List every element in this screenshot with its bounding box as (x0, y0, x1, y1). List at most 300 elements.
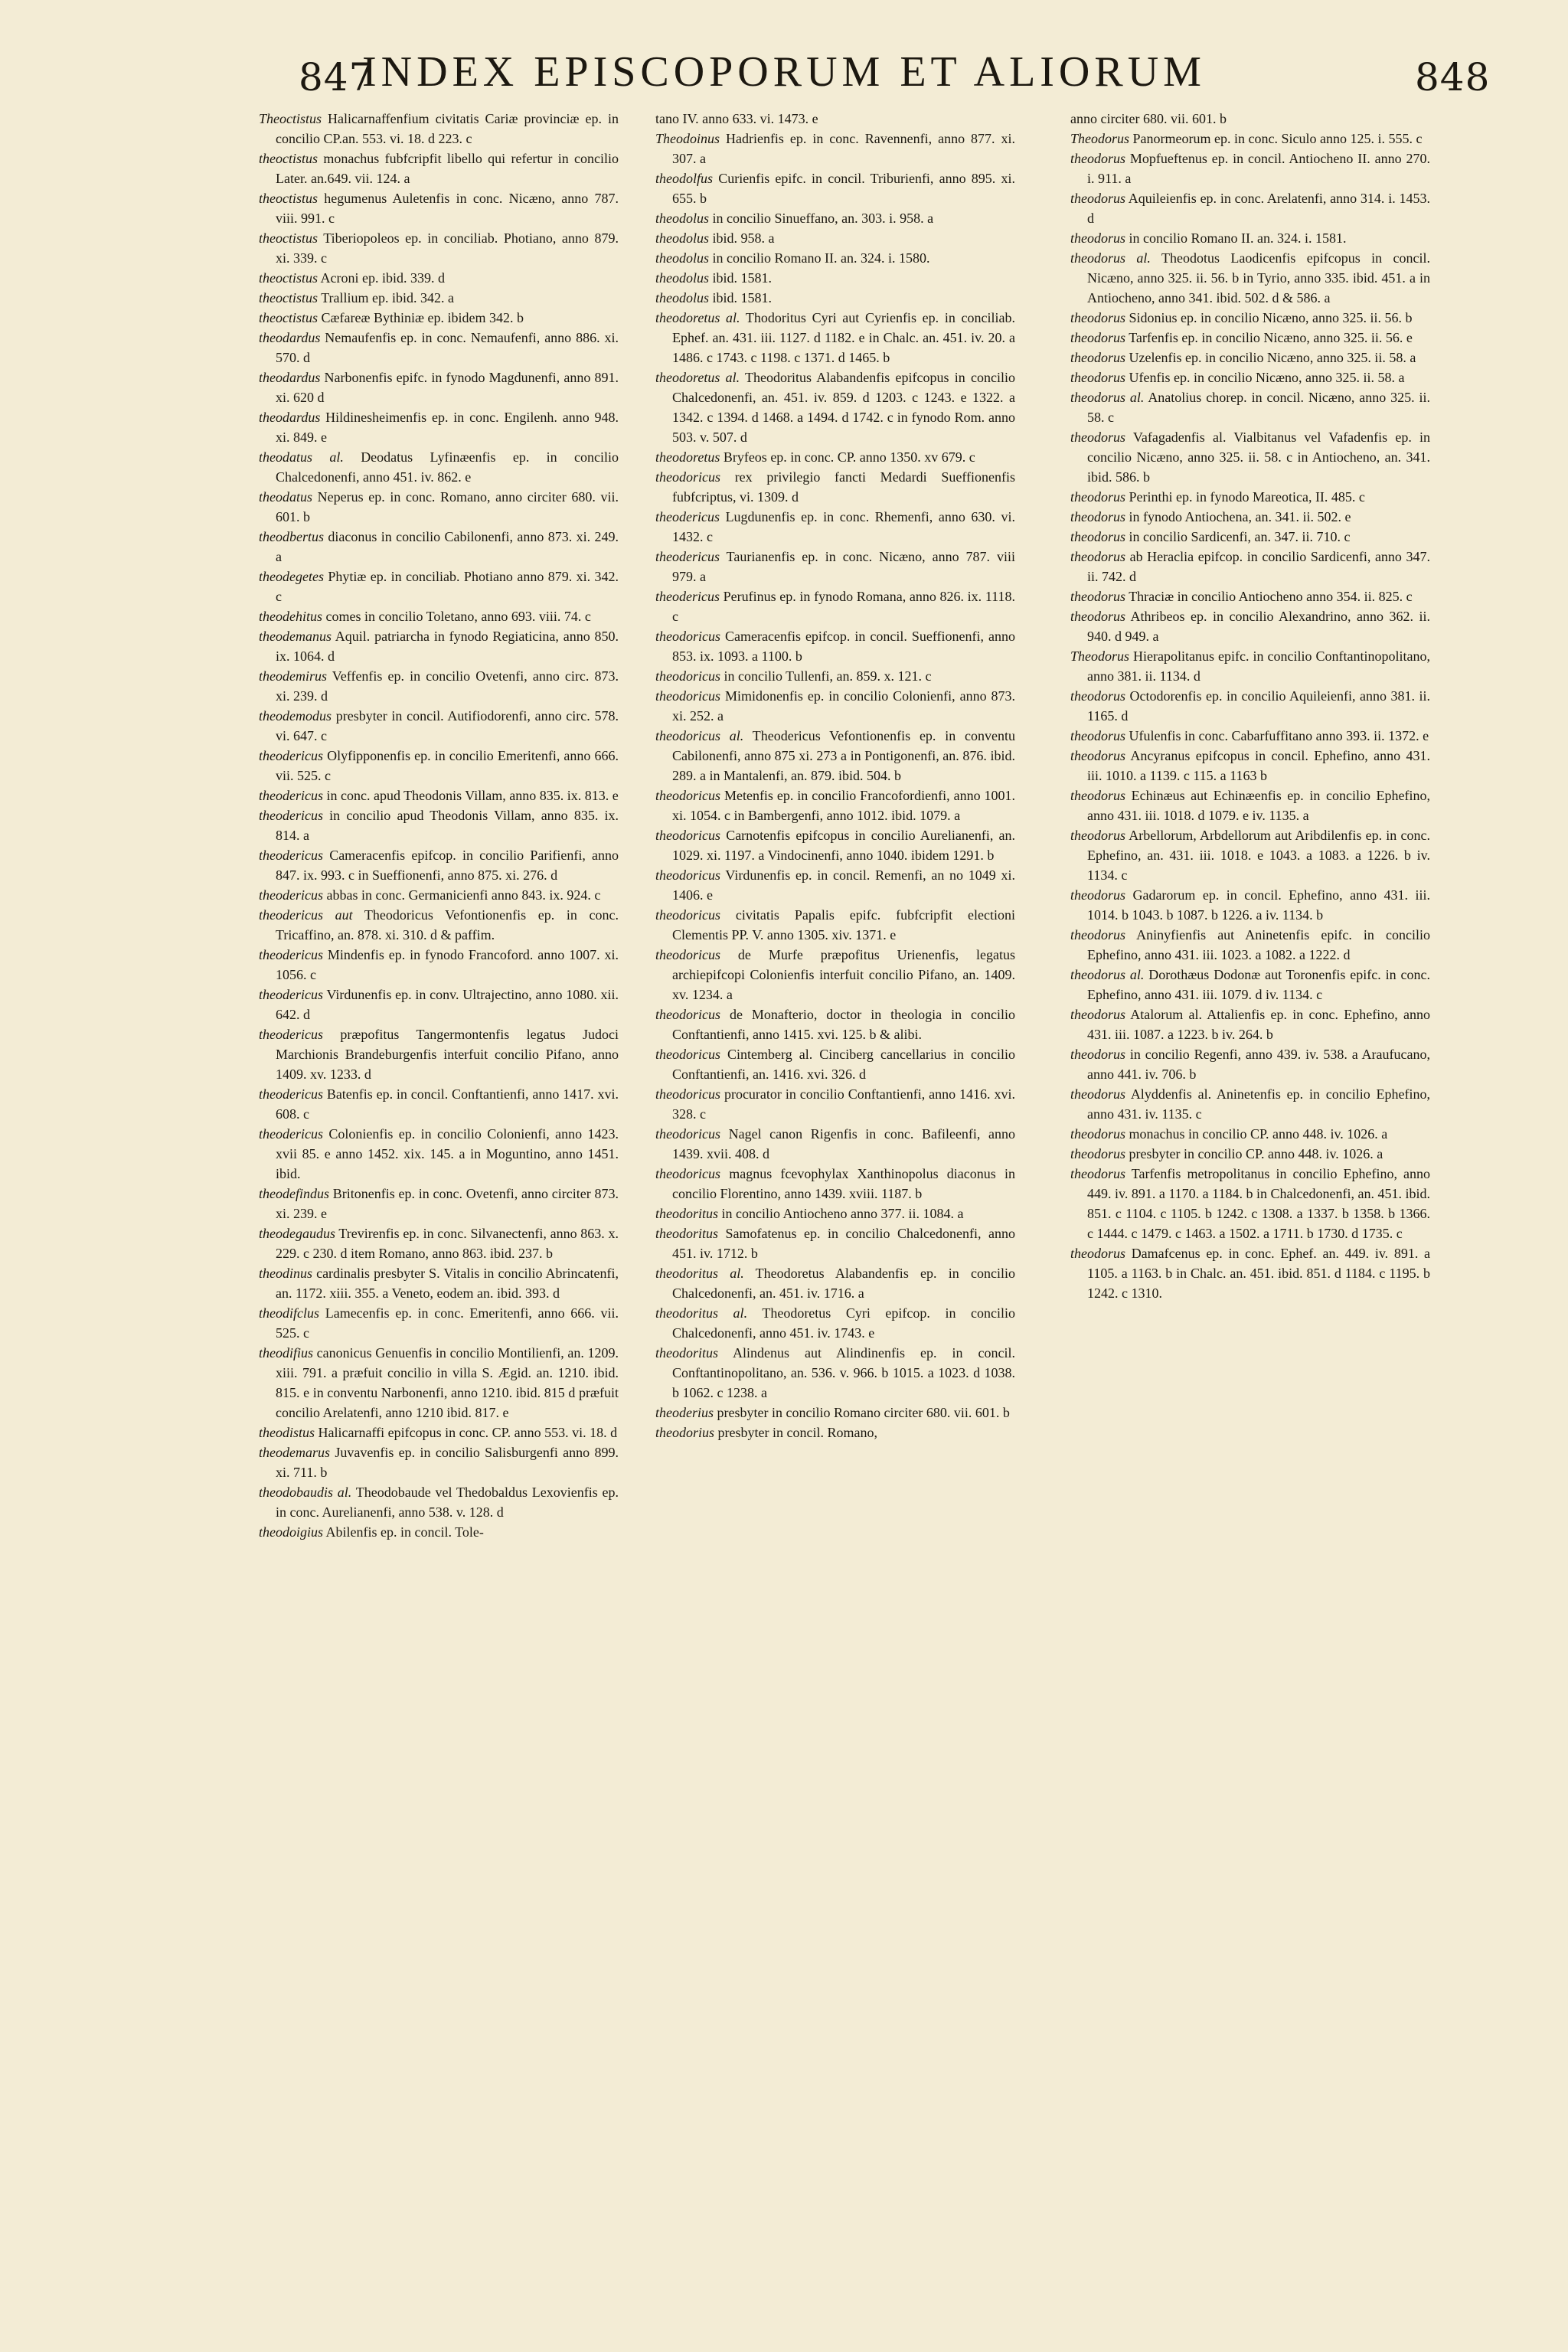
index-entry (259, 1442, 619, 1482)
entry-headword: theodorus (1070, 728, 1125, 743)
entry-text: Tarfenfis metropolitanus in concilio Ephefino, anno 449. iv. 891. a 1170. a 1184. b in Chalcedonenfi, an. 451. ibid. 851. c 1104. c 1105. b 1242. c 1308. a 1337. b 1358. b 1366. c 1444. c 1479. c 1463. a 1502. a 1711. b 1730. d 1735. c (1087, 1166, 1431, 1241)
entry-text: in conc. apud Theodonis Villam, anno 835. ix. 813. e (326, 788, 619, 803)
index-entry (1070, 586, 1430, 606)
index-entry (1070, 825, 1430, 885)
index-entry (655, 1164, 1015, 1204)
entry-headword: theodericus (259, 1126, 323, 1142)
index-column-1 (259, 109, 619, 1542)
index-entry (259, 1124, 619, 1184)
entry-headword: theoderius (655, 1405, 714, 1420)
entry-text: ibid. 1581. (712, 290, 773, 305)
entry-headword: theodoritus (655, 1345, 719, 1361)
index-entry (259, 1423, 619, 1442)
entry-headword: theoctistus (259, 191, 318, 206)
entry-text: Thraciæ in concilio Antiocheno anno 354. ii. 825. c (1129, 589, 1413, 604)
entry-text: de Monafterio, doctor in theologia in concilio Conftantienfi, anno 1415. xvi. 125. b & alibi. (672, 1007, 1016, 1042)
entry-text: Bryfeos ep. in conc. CP. anno 1350. xv 679. c (723, 449, 975, 465)
entry-headword: theoctistus (259, 270, 318, 286)
entry-text: ibid. 1581. (712, 270, 773, 286)
entry-headword: theodorus (1070, 589, 1125, 604)
entry-text: in concilio Sinueffano, an. 303. i. 958. a (712, 211, 934, 226)
entry-headword: theodoricus (655, 1166, 720, 1181)
entry-headword: theodemarus (259, 1445, 330, 1460)
index-entry (1070, 228, 1430, 248)
index-entry (259, 567, 619, 606)
entry-headword: theodorus (1070, 1126, 1125, 1142)
index-entry (259, 706, 619, 746)
entry-headword: theodorus (1070, 1007, 1125, 1022)
entry-text: Tiberiopoleos ep. in conciliab. Photiano, anno 879. xi. 339. c (276, 230, 619, 266)
index-entry (1070, 129, 1430, 149)
entry-text: Uzelenfis ep. in concilio Nicæno, anno 325. ii. 58. a (1129, 350, 1416, 365)
entry-text: monachus in concilio CP. anno 448. iv. 1026. a (1129, 1126, 1388, 1142)
index-entry (655, 1263, 1015, 1303)
entry-headword: theodoricus al. (655, 728, 744, 743)
index-entry (655, 1223, 1015, 1263)
index-entry (655, 447, 1015, 467)
entry-text: Carnotenfis epifcopus in concilio Aurelianenfi, an. 1029. xi. 1197. a Vindocinenfi, anno 1040. ibidem 1291. b (672, 828, 1015, 863)
entry-text: in concilio Romano II. an. 324. i. 1581. (1129, 230, 1347, 246)
entry-headword: theoctistus (259, 310, 318, 325)
index-entry (1070, 1044, 1430, 1084)
entry-text: Theodoretus Cyri epifcop. in concilio Chalcedonenfi, anno 451. iv. 1743. e (672, 1305, 1015, 1341)
entry-text: Virdunenfis ep. in concil. Remenfi, an no 1049 xi. 1406. e (672, 867, 1015, 903)
index-entry (1070, 606, 1430, 646)
index-entry (259, 288, 619, 308)
entry-headword: theodardus (259, 410, 321, 425)
index-column-3 (1070, 109, 1430, 1303)
entry-text: hegumenus Auletenfis in conc. Nicæno, anno 787. viii. 991. c (276, 191, 619, 226)
entry-headword: theodorus al. (1070, 967, 1145, 982)
entry-headword: theodatus (259, 489, 312, 505)
index-entry (1070, 746, 1430, 786)
entry-headword: theodorus (1070, 370, 1125, 385)
index-entry (655, 109, 1015, 129)
entry-text: Sidonius ep. in concilio Nicæno, anno 325. ii. 56. b (1129, 310, 1413, 325)
index-entry (1070, 188, 1430, 228)
entry-text: in concilio Tullenfi, an. 859. x. 121. c (724, 668, 932, 684)
entry-headword: theodoritus (655, 1206, 719, 1221)
entry-headword: theodericus (655, 549, 720, 564)
entry-text: Theodotus Laodicenfis epifcopus in concil. Nicæno, anno 325. ii. 56. b in Tyrio, anno 335. ibid. 451. a in Antiocheno, anno 341. ibid. 502. d & 586. a (1087, 250, 1430, 305)
entry-text: in concilio Regenfi, anno 439. iv. 538. a Araufucano, anno 441. iv. 706. b (1087, 1047, 1431, 1082)
entry-text: Perinthi ep. in fynodo Mareotica, II. 485. c (1129, 489, 1365, 505)
index-entry (259, 845, 619, 885)
entry-text: presbyter in concilio CP. anno 448. iv. 1026. a (1129, 1146, 1383, 1161)
index-entry (259, 1024, 619, 1084)
entry-text: Aquileienfis ep. in conc. Arelatenfi, anno 314. i. 1453. d (1087, 191, 1430, 226)
entry-text: Nemaufenfis ep. in conc. Nemaufenfi, anno 886. xi. 570. d (276, 330, 619, 365)
index-entry (1070, 965, 1430, 1004)
entry-text: Samofatenus ep. in concilio Chalcedonenfi, anno 451. iv. 1712. b (672, 1226, 1015, 1261)
entry-headword: theodorus (1070, 489, 1125, 505)
entry-headword: theodorus (1070, 151, 1125, 166)
entry-headword: theodericus aut (259, 907, 353, 923)
entry-headword: theodorus al. (1070, 390, 1145, 405)
entry-text: canonicus Genuenfis in concilio Montilienfi, an. 1209. xiii. 791. a præfuit concilio in villa S. Ægid. an. 1210. ibid. 815. e in conventu Narbonenfi, anno 1210. ibid. 815 d præfuit concilio Arelatenfi, anno 1210 ibid. 817. e (276, 1345, 619, 1420)
entry-headword: theodorus (1070, 748, 1125, 763)
entry-headword: theodemanus (259, 629, 332, 644)
entry-text: Cintemberg al. Cinciberg cancellarius in concilio Conftantienfi, an. 1416. xvi. 326. d (672, 1047, 1016, 1082)
entry-text: Cameracenfis epifcop. in concilio Parifienfi, anno 847. ix. 993. c in Sueffionenfi, anno 875. xi. 276. d (276, 848, 619, 883)
index-entry (655, 248, 1015, 268)
entry-headword: theodericus (655, 509, 720, 524)
entry-text: Halicarnaffi epifcopus in conc. CP. anno 553. vi. 18. d (318, 1425, 618, 1440)
index-entry (655, 368, 1015, 447)
entry-text: Vafagadenfis al. Vialbitanus vel Vafadenfis ep. in concilio Nicæno, anno 325. ii. 58. c in Antiocheno, an. 341. ibid. 586. b (1087, 430, 1430, 485)
entry-headword: theodolus (655, 250, 709, 266)
entry-headword: theodolus (655, 290, 709, 305)
entry-headword: theodorus (1070, 609, 1125, 624)
entry-headword: theodoricus (655, 1126, 720, 1142)
entry-headword: theodorus (1070, 549, 1125, 564)
entry-text: ab Heraclia epifcop. in concilio Sardicenfi, anno 347. ii. 742. d (1087, 549, 1431, 584)
entry-headword: theodoricus (655, 469, 720, 485)
index-entry (1070, 308, 1430, 328)
index-entry (259, 1303, 619, 1343)
index-entry (259, 368, 619, 407)
index-entry (655, 666, 1015, 686)
index-entry (259, 1084, 619, 1124)
entry-text: Narbonenfis epifc. in fynodo Magdunenfi, anno 891. xi. 620 d (276, 370, 619, 405)
entry-headword: theodorus (1070, 350, 1125, 365)
entry-text: anno circiter 680. vii. 601. b (1070, 111, 1227, 126)
index-entry (1070, 348, 1430, 368)
entry-headword: theoctistus (259, 230, 318, 246)
entry-text: Phytiæ ep. in conciliab. Photiano anno 879. xi. 342. c (276, 569, 619, 604)
index-entry (1070, 507, 1430, 527)
entry-headword: theodinus (259, 1266, 312, 1281)
page-number-left: 847 (299, 55, 374, 100)
entry-headword: theodorus (1070, 927, 1125, 942)
entry-text: abbas in conc. Germanicienfi anno 843. ix. 924. c (326, 887, 601, 903)
entry-headword: theodorus (1070, 191, 1125, 206)
entry-headword: theodolfus (655, 171, 713, 186)
entry-text: rex privilegio fancti Medardi Sueffionenfis fubfcriptus, vi. 1309. d (672, 469, 1016, 505)
entry-text: Tarfenfis ep. in concilio Nicæno, anno 325. ii. 56. e (1129, 330, 1413, 345)
entry-text: presbyter in concilio Romano circiter 680. vii. 601. b (717, 1405, 1010, 1420)
entry-headword: theodoricus (655, 867, 720, 883)
entry-text: civitatis Papalis epifc. fubfcripfit electioni Clementis PP. V. anno 1305. xiv. 1371. e (672, 907, 1015, 942)
entry-text: Cameracenfis epifcop. in concil. Sueffionenfi, anno 853. ix. 1093. a 1100. b (672, 629, 1016, 664)
entry-text: tano IV. anno 633. vi. 1473. e (655, 111, 818, 126)
index-entry (655, 586, 1015, 626)
index-entry (1070, 427, 1430, 487)
entry-headword: theodoricus (655, 688, 720, 704)
entry-text: Trallium ep. ibid. 342. a (321, 290, 455, 305)
entry-text: Arbellorum, Arbdellorum aut Aribdilenfis ep. in conc. Ephefino, an. 431. iii. 1018. e 1043. a 1083. a 1226. b iv. 1134. c (1087, 828, 1430, 883)
entry-text: Abilenfis ep. in concil. Tole- (325, 1524, 484, 1540)
entry-headword: theodardus (259, 370, 321, 385)
index-entry (655, 129, 1015, 168)
index-entry (1070, 368, 1430, 387)
entry-text: Theodoritus Alabandenfis epifcopus in concilio Chalcedonenfi, an. 451. iv. 859. d 1203. c 1243. e 1322. a 1342. c 1394. d 1468. a 1494. d 1742. c in fynodo Rom. anno 503. v. 507. d (672, 370, 1015, 445)
index-entry (655, 1204, 1015, 1223)
index-entry (259, 805, 619, 845)
entry-text: comes in concilio Toletano, anno 693. viii. 74. c (325, 609, 591, 624)
entry-text: Mopfueftenus ep. in concil. Antiocheno II. anno 270. i. 911. a (1087, 151, 1430, 186)
entry-headword: theoctistus (259, 290, 318, 305)
entry-headword: theodoritus al. (655, 1266, 744, 1281)
entry-text: in concilio Sardicenfi, an. 347. ii. 710. c (1129, 529, 1351, 544)
entry-headword: theodorus al. (1070, 250, 1151, 266)
entry-text: Aninyfienfis aut Aninetenfis epifc. in concilio Ephefino, anno 431. iii. 1023. a 1082. a 1222. d (1087, 927, 1430, 962)
index-entry (655, 1084, 1015, 1124)
index-entry (1070, 387, 1430, 427)
index-entry (259, 109, 619, 149)
entry-text: Echinæus aut Echinæenfis ep. in concilio Ephefino, anno 431. iii. 1018. d 1079. e iv. 1135. a (1087, 788, 1431, 823)
entry-headword: theodoritus al. (655, 1305, 748, 1321)
index-entry (655, 288, 1015, 308)
entry-text: presbyter in concil. Romano, (717, 1425, 877, 1440)
entry-text: Mimidonenfis ep. in concilio Colonienfi, anno 873. xi. 252. a (672, 688, 1015, 724)
page-number-right: 848 (1415, 55, 1491, 100)
entry-headword: theodobaudis al. (259, 1485, 352, 1500)
index-entry (655, 467, 1015, 507)
index-entry (1070, 925, 1430, 965)
entry-headword: theodorus (1070, 1047, 1125, 1062)
entry-text: Britonenfis ep. in conc. Ovetenfi, anno circiter 873. xi. 239. e (276, 1186, 619, 1221)
entry-headword: theodehitus (259, 609, 322, 624)
entry-text: Nagel canon Rigenfis in conc. Bafileenfi, anno 1439. xvii. 408. d (672, 1126, 1016, 1161)
entry-headword: theodorius (655, 1425, 715, 1440)
entry-headword: Theodorus (1070, 131, 1130, 146)
entry-headword: theodefindus (259, 1186, 329, 1201)
entry-headword: theodorus (1070, 529, 1125, 544)
entry-headword: theodoritus (655, 1226, 719, 1241)
index-entry (655, 507, 1015, 547)
entry-headword: theodorus (1070, 230, 1125, 246)
entry-text: diaconus in concilio Cabilonenfi, anno 873. xi. 249. a (276, 529, 619, 564)
entry-headword: theodoricus (655, 629, 720, 644)
index-entry (259, 527, 619, 567)
index-entry (655, 308, 1015, 368)
entry-headword: theodbertus (259, 529, 324, 544)
entry-headword: Theoctistus (259, 111, 322, 126)
entry-text: Damafcenus ep. in conc. Ephef. an. 449. iv. 891. a 1105. a 1163. b in Chalc. an. 451. ibid. 851. d 1184. c 1195. b 1242. c 1310. (1087, 1246, 1431, 1301)
entry-text: Halicarnaffenfium civitatis Cariæ provinciæ ep. in concilio CP.an. 553. vi. 18. d 223. c (276, 111, 619, 146)
entry-text: Veffenfis ep. in concilio Ovetenfi, anno circ. 873. xi. 239. d (276, 668, 619, 704)
index-entry (259, 1343, 619, 1423)
entry-text: de Murfe præpofitus Urienenfis, legatus archiepifcopi Colonienfis interfuit concilio Pifano, an. 1409. xv. 1234. a (672, 947, 1016, 1002)
entry-headword: theodericus (259, 788, 323, 803)
entry-headword: theodoricus (655, 1047, 720, 1062)
entry-text: Ancyranus epifcopus in concil. Ephefino, anno 431. iii. 1010. a 1139. c 115. a 1163 b (1087, 748, 1431, 783)
entry-text: Olyfipponenfis ep. in concilio Emeritenfi, anno 666. vii. 525. c (276, 748, 619, 783)
index-entry (259, 1522, 619, 1542)
entry-text: in fynodo Antiochena, an. 341. ii. 502. e (1129, 509, 1351, 524)
entry-text: Gadarorum ep. in concil. Ephefino, anno 431. iii. 1014. b 1043. b 1087. b 1226. a iv. 1134. b (1087, 887, 1430, 923)
index-entry (1070, 149, 1430, 188)
entry-text: præpofitus Tangermontenfis legatus Judoci Marchionis Brandeburgenfis interfuit concilio Pifano, anno 1409. xv. 1233. d (276, 1027, 619, 1082)
entry-headword: theodericus (259, 947, 323, 962)
entry-text: Athribeos ep. in concilio Alexandrino, anno 362. ii. 940. d 949. a (1087, 609, 1430, 644)
entry-headword: theodoricus (655, 668, 720, 684)
entry-headword: theodorus (1070, 1166, 1125, 1181)
entry-text: Hadrienfis ep. in conc. Ravennenfi, anno 877. xi. 307. a (672, 131, 1015, 166)
entry-text: Alindenus aut Alindinenfis ep. in concil. Conftantinopolitano, an. 536. v. 966. b 1015. a 1023. d 1038. b 1062. c 1238. a (672, 1345, 1015, 1400)
entry-headword: Theodorus (1070, 648, 1130, 664)
entry-text: Anatolius chorep. in concil. Nicæno, anno 325. ii. 58. c (1087, 390, 1430, 425)
index-entry (655, 168, 1015, 208)
entry-text: Trevirenfis ep. in conc. Silvanectenfi, anno 863. x. 229. c 230. d item Romano, anno 863. ibid. 237. b (276, 1226, 619, 1261)
index-entry (1070, 1164, 1430, 1243)
index-entry (259, 308, 619, 328)
index-entry (655, 1423, 1015, 1442)
index-entry (259, 447, 619, 487)
entry-text: Lamecenfis ep. in conc. Emeritenfi, anno 666. vii. 525. c (276, 1305, 619, 1341)
entry-text: Hierapolitanus epifc. in concilio Conftantinopolitano, anno 381. ii. 1134. d (1087, 648, 1430, 684)
entry-headword: theodolus (655, 230, 709, 246)
entry-headword: theodoretus al. (655, 370, 740, 385)
entry-headword: theodorus (1070, 688, 1125, 704)
entry-headword: theodolus (655, 270, 709, 286)
index-entry (1070, 1124, 1430, 1144)
entry-headword: theodemodus (259, 708, 332, 724)
entry-text: Taurianenfis ep. in conc. Nicæno, anno 787. viii 979. a (672, 549, 1015, 584)
entry-headword: theodorus (1070, 828, 1125, 843)
index-entry (655, 1343, 1015, 1403)
entry-text: Deodatus Lyfinæenfis ep. in concilio Chalcedonenfi, anno 451. iv. 862. e (276, 449, 619, 485)
entry-headword: theodericus (259, 987, 323, 1002)
index-entry (1070, 1004, 1430, 1044)
entry-headword: theodoricus (655, 1086, 720, 1102)
index-entry (259, 885, 619, 905)
entry-headword: theodorus (1070, 887, 1125, 903)
index-entry (655, 626, 1015, 666)
index-entry (1070, 726, 1430, 746)
entry-headword: theodoricus (655, 1007, 720, 1022)
index-entry (655, 1403, 1015, 1423)
entry-headword: theodorus (1070, 1146, 1125, 1161)
entry-headword: theodorus (1070, 788, 1125, 803)
entry-text: Colonienfis ep. in concilio Colonienfi, anno 1423. xvii 85. e anno 1452. xix. 145. a in Moguntino, anno 1451. ibid. (276, 1126, 619, 1181)
entry-text: Theodoricus Vefontionenfis ep. in conc. Tricaffino, an. 878. xi. 310. d & paffim. (276, 907, 619, 942)
entry-headword: theodistus (259, 1425, 315, 1440)
index-entry (1070, 248, 1430, 308)
index-entry (259, 985, 619, 1024)
index-entry (655, 1044, 1015, 1084)
entry-headword: theodardus (259, 330, 321, 345)
index-entry (1070, 487, 1430, 507)
entry-text: procurator in concilio Conftantienfi, anno 1416. xvi. 328. c (672, 1086, 1016, 1122)
index-entry (655, 786, 1015, 825)
index-entry (1070, 1084, 1430, 1124)
index-entry (1070, 527, 1430, 547)
entry-text: magnus fcevophylax Xanthinopolus diaconus in concilio Florentino, anno 1439. xviii. 1187. b (672, 1166, 1015, 1201)
index-entry (655, 825, 1015, 865)
entry-headword: theodoretus (655, 449, 720, 465)
entry-text: monachus fubfcripfit libello qui refertur in concilio Later. an.649. vii. 124. a (276, 151, 619, 186)
index-entry (1070, 328, 1430, 348)
entry-text: Theodericus Vefontionenfis ep. in conventu Cabilonenfi, anno 875 xi. 273 a in Pontigonenfi, an. 876. ibid. 289. a in Mantalenfi, an. 879. ibid. 504. b (672, 728, 1015, 783)
entry-headword: theodoricus (655, 947, 720, 962)
index-entry (655, 1124, 1015, 1164)
index-entry (259, 1184, 619, 1223)
index-entry (655, 1303, 1015, 1343)
index-entry (655, 726, 1015, 786)
entry-headword: theodorus (1070, 1246, 1125, 1261)
entry-headword: Theodoinus (655, 131, 720, 146)
index-entry (259, 407, 619, 447)
page-title: INDEX EPISCOPORUM ET ALIORUM (362, 48, 1206, 96)
index-entry (259, 1223, 619, 1263)
entry-headword: theoctistus (259, 151, 318, 166)
entry-headword: theodorus (1070, 310, 1125, 325)
entry-text: Thodoritus Cyri aut Cyrienfis ep. in conciliab. Ephef. an. 431. iii. 1127. d 1182. e in Chalc. an. 451. iv. 20. a 1486. c 1743. c 1198. c 1371. d 1465. b (672, 310, 1015, 365)
index-entry (1070, 1243, 1430, 1303)
entry-headword: theodorus (1070, 1086, 1125, 1102)
entry-text: presbyter in concil. Autifiodorenfi, anno circ. 578. vi. 647. c (276, 708, 619, 743)
entry-headword: theodoretus al. (655, 310, 740, 325)
entry-headword: theodorus (1070, 509, 1125, 524)
index-entry (1070, 646, 1430, 686)
index-entry (1070, 686, 1430, 726)
entry-text: Acroni ep. ibid. 339. d (320, 270, 445, 286)
index-entry (1070, 1144, 1430, 1164)
entry-text: in concilio Romano II. an. 324. i. 1580. (712, 250, 930, 266)
entry-headword: theodemirus (259, 668, 327, 684)
entry-text: Panormeorum ep. in conc. Siculo anno 125. i. 555. c (1132, 131, 1423, 146)
index-entry (259, 328, 619, 368)
index-entry (259, 945, 619, 985)
entry-headword: theodericus (259, 1027, 323, 1042)
entry-headword: theodoricus (655, 907, 720, 923)
index-entry (1070, 786, 1430, 825)
entry-text: in concilio Antiocheno anno 377. ii. 1084. a (721, 1206, 964, 1221)
entry-text: Metenfis ep. in concilio Francofordienfi, anno 1001. xi. 1054. c in Bambergenfi, anno 1012. ibid. 1079. a (672, 788, 1016, 823)
entry-text: cardinalis presbyter S. Vitalis in concilio Abrincatenfi, an. 1172. xiii. 355. a Veneto, eodem an. ibid. 393. d (276, 1266, 619, 1301)
entry-text: Mindenfis ep. in fynodo Francoford. anno 1007. xi. 1056. c (276, 947, 619, 982)
entry-text: ibid. 958. a (712, 230, 775, 246)
index-entry (259, 228, 619, 268)
index-column-2 (655, 109, 1015, 1442)
entry-text: Juvavenfis ep. in concilio Salisburgenfi anno 899. xi. 711. b (276, 1445, 619, 1480)
entry-headword: theodericus (259, 848, 323, 863)
index-entry (259, 188, 619, 228)
entry-text: Dorothæus Dodonæ aut Toronenfis epifc. in conc. Ephefino, anno 431. iii. 1079. d iv. 1134. c (1087, 967, 1430, 1002)
entry-headword: theodegetes (259, 569, 324, 584)
entry-headword: theodericus (259, 808, 323, 823)
index-entry (259, 905, 619, 945)
entry-text: Virdunenfis ep. in conv. Ultrajectino, anno 1080. xii. 642. d (276, 987, 619, 1022)
index-entry (259, 1263, 619, 1303)
entry-text: Cæfareæ Bythiniæ ep. ibidem 342. b (321, 310, 524, 325)
index-entry (1070, 885, 1430, 925)
entry-headword: theodolus (655, 211, 709, 226)
index-entry (259, 1482, 619, 1522)
entry-text: Ufulenfis in conc. Cabarfuffitano anno 393. ii. 1372. e (1129, 728, 1429, 743)
index-entry (259, 666, 619, 706)
entry-headword: theodegaudus (259, 1226, 335, 1241)
entry-text: Ufenfis ep. in concilio Nicæno, anno 325. ii. 58. a (1129, 370, 1405, 385)
entry-text: Perufinus ep. in fynodo Romana, anno 826. ix. 1118. c (672, 589, 1015, 624)
entry-headword: theodoigius (259, 1524, 323, 1540)
index-entry (259, 149, 619, 188)
index-entry (655, 865, 1015, 905)
index-entry (655, 547, 1015, 586)
entry-text: Aquil. patriarcha in fynodo Regiaticina, anno 850. ix. 1064. d (276, 629, 619, 664)
entry-headword: theodoricus (655, 828, 720, 843)
index-entry (1070, 547, 1430, 586)
entry-headword: theodoricus (655, 788, 720, 803)
index-entry (655, 268, 1015, 288)
entry-text: Lugdunenfis ep. in conc. Rhemenfi, anno 630. vi. 1432. c (672, 509, 1015, 544)
index-entry (655, 208, 1015, 228)
index-entry (259, 786, 619, 805)
index-entry (1070, 109, 1430, 129)
entry-text: in concilio apud Theodonis Villam, anno 835. ix. 814. a (276, 808, 619, 843)
